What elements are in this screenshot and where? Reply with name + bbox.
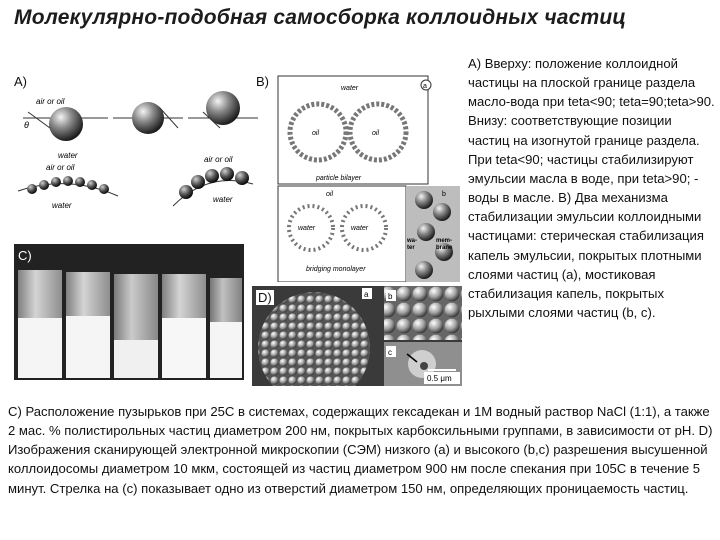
sem-micrographs (252, 286, 462, 386)
slide-title: Молекулярно-подобная самосборка коллоидных частиц (14, 6, 627, 29)
panel-a-figure (8, 66, 266, 238)
sub-label-a: a (423, 83, 427, 90)
theta-label: θ (24, 120, 29, 130)
water-label: water (58, 151, 78, 160)
water-small-label: wa- (407, 238, 418, 244)
panel-c-label: C) (18, 248, 32, 263)
membrane-label-2: brane (436, 245, 453, 251)
water-label: water (351, 225, 369, 232)
panel-b-diagram (256, 72, 460, 282)
air-or-oil-label: air or oil (204, 155, 233, 164)
scale-bar-label: 0.5 μm (427, 374, 452, 383)
particle-bilayer-label: particle bilayer (316, 175, 362, 182)
sub-label-a: a (364, 290, 369, 299)
water-small-label-2: ter (407, 245, 415, 251)
water-label: water (213, 195, 233, 204)
sub-label-b: b (442, 191, 446, 198)
sub-label-b: b (388, 292, 393, 301)
sub-label-c: c (388, 348, 392, 357)
panel-b-label: B) (256, 74, 269, 89)
particle-chain-left (27, 176, 109, 194)
water-label: water (341, 85, 359, 92)
particle-sphere (49, 107, 83, 141)
caption-side: А) Вверху: положение коллоидной частицы на плоской границе раздела масло-вода при teta<90; teta=90;teta>90. Внизу: соответствующие позиции частиц на изогнутой границе раздела. При teta<90; частицы стабилизируют эмульсии масла в воде, при teta>90; - воды в масле. B) Два механизма стабилизации эмульсии коллоидными частицами: стерическая стабилизация капель эмульсии, покрытых плотными слоями частиц (a), мостиковая стабилизация капель, покрытых рыхлыми слоями частиц (b, c). (468, 56, 715, 321)
water-label: water (52, 201, 72, 210)
panel-b-figure (256, 72, 460, 282)
oil-label: oil (326, 191, 334, 198)
caption-bottom: C) Расположение пузырьков при 25С в системах, содержащих гексадекан и 1М водный раствор NaCl (1:1), а также 2 мас. % полистирольных частиц диаметром 200 нм, покрытых карбоксильными группами, в зависимости от pH. D) Изображения сканирующей электронной микроскопии (СЭМ) низкого (a) и высокого (b,c) разрешения высушенной коллоидосомы диаметром 10 мкм, состоящей из частиц диаметром 900 нм после спекания при 105С в течение 5 минут. Стрелка на (c) показывает одно из отверстий диаметром 150 нм, определяющих проницаемость частиц. (8, 404, 713, 496)
particle-sphere (132, 102, 164, 134)
vials-image (14, 244, 244, 380)
air-or-oil-label: air or oil (36, 97, 65, 106)
panel-a-diagram (8, 66, 266, 238)
panel-a-label: A) (14, 74, 27, 89)
panel-d-sem-image (252, 286, 462, 386)
panel-d-label: D) (258, 290, 272, 305)
water-label: water (298, 225, 316, 232)
panel-c-photo (14, 244, 244, 380)
oil-label: oil (372, 130, 380, 137)
bridging-monolayer-label: bridging monolayer (306, 266, 366, 273)
air-or-oil-label: air or oil (46, 163, 75, 172)
membrane-label: mem- (436, 238, 453, 244)
oil-label: oil (312, 130, 320, 137)
